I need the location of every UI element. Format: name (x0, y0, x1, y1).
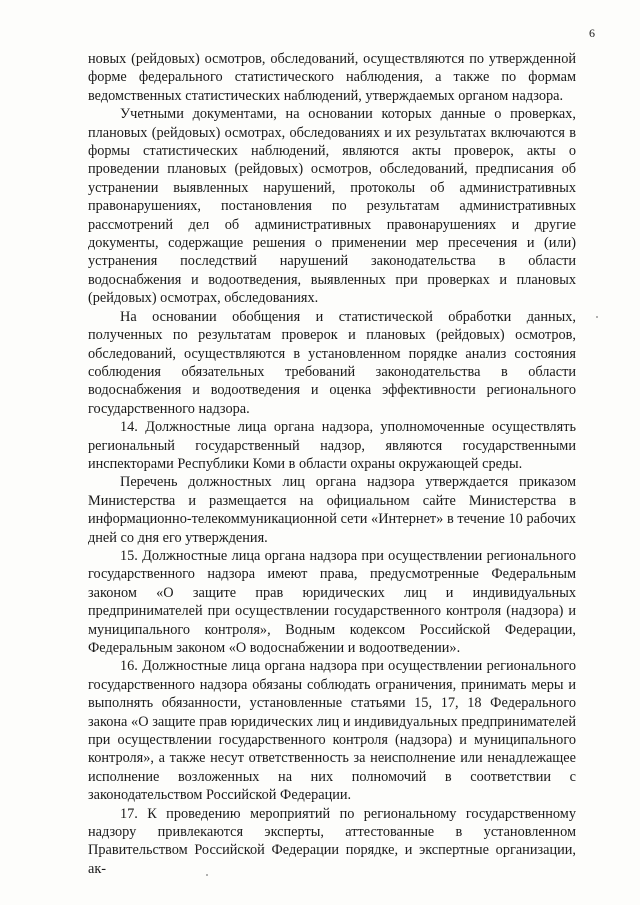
paragraph-accounting-documents: Учетными документами, на основании которых данные о проверках, плановых (рейдовых) осмотрах, обследованиях и их результатах включаются в формы статистических наблюдений, являются акты проверок, акты о проведении плановых (рейдовых) осмотров, обследований, предписания об устранении выявленных нарушений, протоколы об административных правонарушениях, постановления по результатам административных рассмотрений дел об административных правонарушениях и другие документы, содержащие решения о применении мер пресечения и (или) устранения последствий нарушений законодательства в области водоснабжения и водоотведения, выявленных при проверках и плановых (рейдовых) осмотрах, обследованиях. (88, 106, 576, 307)
paragraph-15: 15. Должностные лица органа надзора при осуществлении регионального государственного надзора имеют права, предусмотренные Федеральным законом «О защите прав юридических лиц и индивидуальных предпринимателей при осуществлении государственного контроля (надзора) и муниципального контроля», Водным кодексом Российской Федерации, Федеральным законом «О водоснабжении и водоотведении». (88, 547, 576, 656)
page-number: 6 (589, 26, 595, 40)
paragraph-statistical-analysis: На основании обобщения и статистической обработки данных, полученных по результатам проверок и плановых (рейдовых) осмотров, обследований, осуществляются в установленном порядке анализ состояния соблюдения обязательных требований законодательства в области водоснабжения и водоотведения и оценка эффективности регионального государственного надзора. (88, 308, 576, 417)
scan-speck (596, 316, 598, 318)
paragraph-officials-list: Перечень должностных лиц органа надзора утверждается приказом Министерства и размещается на официальном сайте Министерства в информационно-телекоммуникационной сети «Интернет» в течение 10 рабочих дней со дня его утверждения. (88, 474, 576, 546)
paragraph-16: 16. Должностные лица органа надзора при осуществлении регионального государственного надзора обязаны соблюдать ограничения, принимать меры и выполнять обязанности, установленные статьями 15, 17, 18 Федерального закона «О защите прав юридических лиц и индивидуальных предпринимателей при осуществлении государственного контроля (надзора) и муниципального контроля», а также несут ответственность за неисполнение или ненадлежащее исполнение возложенных на них полномочий в соответствии с законодательством Российской Федерации. (88, 658, 576, 804)
paragraph-continuation: новых (рейдовых) осмотров, обследований, осуществляются по утвержденной форме федерального статистического наблюдения, а также по формам ведомственных статистических наблюдений, утверждаемых органом надзора. (88, 51, 576, 104)
paragraph-14: 14. Должностные лица органа надзора, уполномоченные осуществлять региональный государственный надзор, являются государственными инспекторами Республики Коми в области охраны окружающей среды. (88, 419, 576, 472)
scan-speck (206, 874, 208, 876)
document-body (88, 50, 576, 878)
paragraph-17: 17. К проведению мероприятий по региональному государственному надзору привлекаются эксперты, аттестованные в установленном Правительством Российской Федерации порядке, и экспертные организации, ак- (88, 805, 576, 877)
